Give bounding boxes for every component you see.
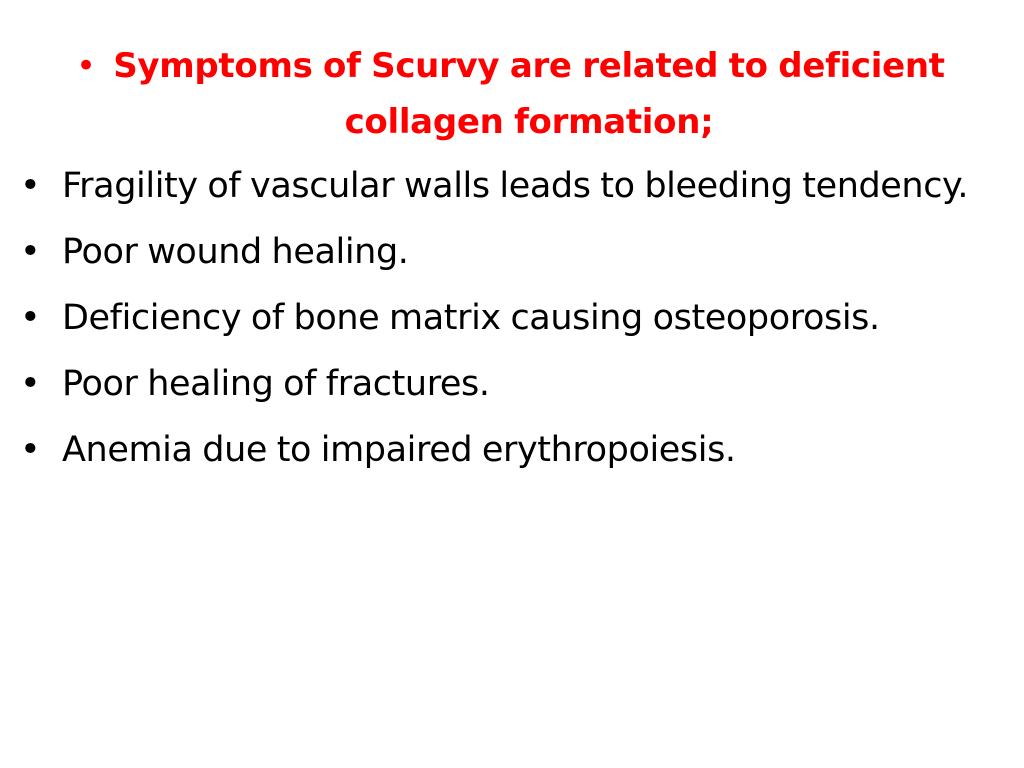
list-item-text: Deficiency of bone matrix causing osteoporosis. [62,298,880,338]
bullet-icon: • [20,232,41,272]
list-item-text: Poor healing of fractures. [62,364,490,404]
bullet-icon: • [20,430,41,470]
heading-text: Symptoms of Scurvy are related to deficient collagen formation; [113,46,945,142]
bullet-icon: • [20,298,41,338]
list-item-text: Anemia due to impaired erythropoiesis. [62,430,736,470]
bullet-icon: • [20,364,41,404]
list-item [20,422,1000,478]
list-item-text: Poor wound healing. [62,232,409,272]
list-item [20,290,1000,346]
list-item [20,158,1000,214]
list-item [20,356,1000,412]
bullet-icon: • [76,46,96,86]
list-item [20,224,1000,280]
symptom-list [20,158,1000,488]
slide-heading [76,38,976,150]
bullet-icon: • [20,166,41,206]
list-item-text: Fragility of vascular walls leads to bleeding tendency. [62,166,969,206]
